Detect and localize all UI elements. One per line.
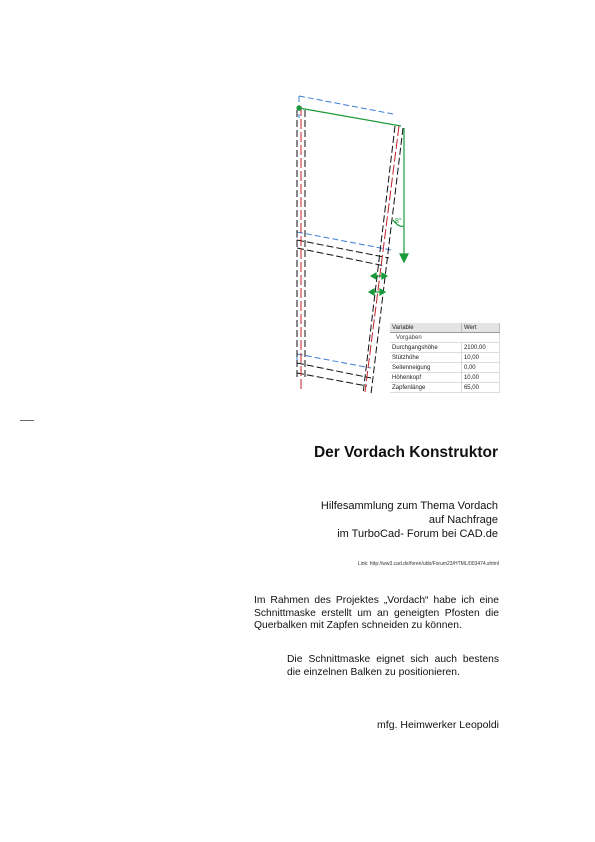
row-value: 0,00 — [461, 363, 499, 373]
row-name: Zapfenlänge — [390, 383, 461, 393]
table-row — [390, 343, 500, 353]
row-name: Höhenkopf — [390, 373, 461, 383]
margin-mark — [20, 420, 34, 421]
row-value: 65,00 — [461, 383, 499, 393]
table-row — [390, 363, 500, 373]
table-row — [390, 373, 500, 383]
property-table — [390, 323, 500, 393]
table-row — [390, 383, 500, 393]
subtitle-line: auf Nachfrage — [428, 514, 498, 526]
table-header-variable: Variable — [390, 323, 461, 333]
document-title: Der Vordach Konstruktor — [313, 444, 498, 461]
signature: mfg. Heimwerker Leopoldi — [377, 719, 499, 731]
table-row — [390, 353, 500, 363]
row-value: 2100,00 — [461, 343, 499, 353]
row-value: 10,00 — [461, 353, 499, 363]
subtitle-line: Hilfesammlung zum Thema Vordach — [320, 500, 498, 512]
row-name: Seitenneigung — [390, 363, 461, 373]
forum-link[interactable]: Link: http://ww3.cad.de/foren/ubb/Forum23/HTML/003474.shtml — [357, 561, 499, 567]
green-construction — [297, 106, 408, 295]
intro-paragraph: Im Rahmen des Projektes „Vordach“ habe ich eine Schnittmaske erstellt um an geneigten Pfosten die Querbalken mit Zapfen schneiden zu können. — [254, 595, 499, 631]
second-paragraph: Die Schnittmaske eignet sich auch bestens die einzelnen Balken zu positionieren. — [287, 654, 499, 678]
black-beams — [297, 110, 403, 394]
row-name: Durchgangshöhe — [390, 343, 461, 353]
table-group-label: Vorgaben — [390, 333, 500, 343]
document-subtitle — [321, 499, 498, 541]
row-value: 10,00 — [461, 373, 499, 383]
row-name: Stützhöhe — [390, 353, 461, 363]
table-header-value: Wert — [461, 323, 499, 333]
red-centerlines — [301, 106, 399, 392]
subtitle-line: im TurboCad- Forum bei CAD.de — [337, 528, 498, 540]
angle-label: 8° — [395, 218, 402, 225]
